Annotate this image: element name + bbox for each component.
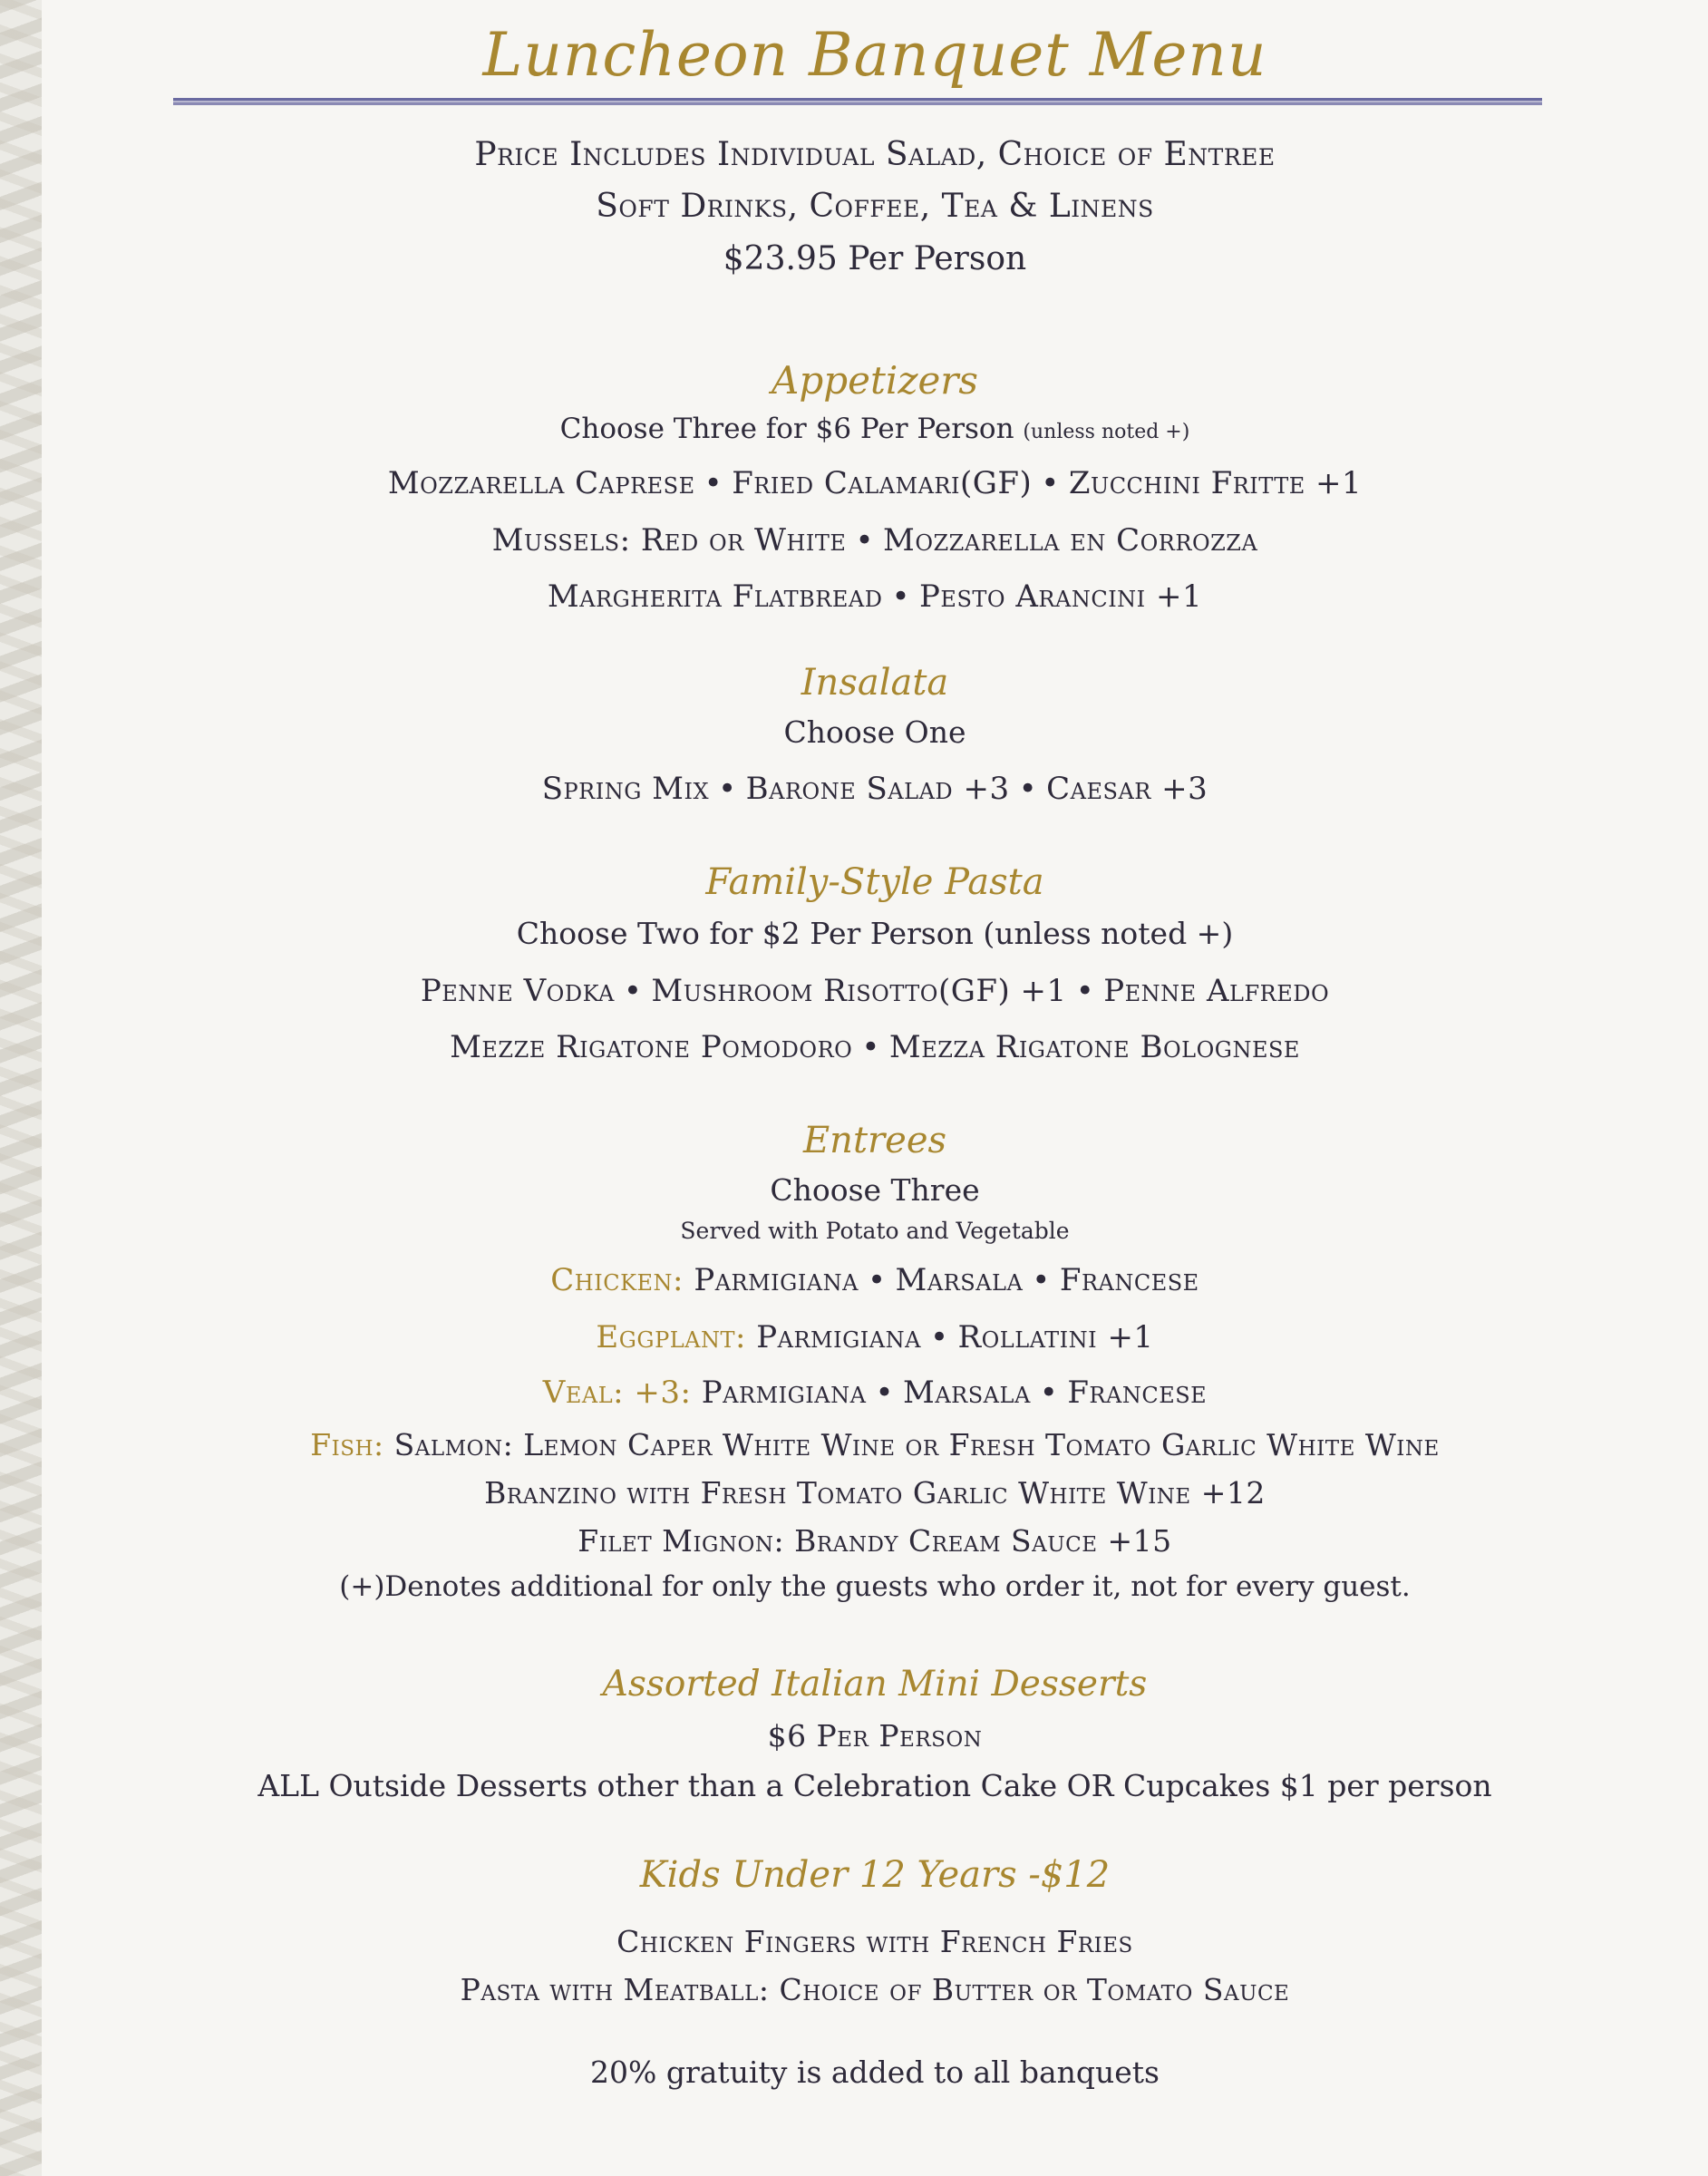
entrees-chicken-row (42, 1262, 1708, 1298)
kids-item-1: Chicken Fingers with French Fries (616, 1924, 1133, 1959)
separator-dot: • (861, 1029, 880, 1065)
menu-item: Parmigiana (756, 1319, 921, 1355)
pasta-note: Choose Two for $2 Per Person (unless noted +) (516, 916, 1234, 951)
menu-item: Parmigiana (694, 1262, 859, 1298)
gratuity-note: 20% gratuity is added to all banquets (590, 2055, 1160, 2090)
title-divider (173, 98, 1542, 105)
separator-dot: • (1041, 465, 1060, 501)
entrees-eggplant-row (42, 1319, 1708, 1355)
entrees-branzino-row: Branzino with Fresh Tomato Garlic White Wine +12 (484, 1475, 1266, 1511)
appetizers-row-1 (42, 465, 1708, 501)
insalata-note: Choose One (783, 714, 966, 750)
entrees-footnote: (+)Denotes additional for only the guests who order it, not for every guest. (339, 1570, 1411, 1603)
pasta-row-1 (42, 973, 1708, 1009)
appetizers-heading: Appetizers (772, 358, 978, 403)
kids-heading: Kids Under 12 Years -$12 (639, 1854, 1111, 1896)
separator-dot: • (929, 1319, 949, 1355)
separator-dot: • (1039, 1375, 1059, 1411)
menu-page (42, 0, 1708, 2176)
appetizers-note-small: (unless noted +) (1023, 421, 1190, 443)
appetizers-row-3 (42, 578, 1708, 615)
menu-item: Pesto Arancini +1 (919, 578, 1203, 615)
menu-item: Penne Alfredo (1103, 973, 1330, 1009)
insalata-heading: Insalata (801, 662, 949, 704)
menu-item: Barone Salad +3 (745, 771, 1010, 807)
separator-dot: • (1075, 973, 1095, 1009)
appetizers-note-main: Choose Three for $6 Per Person (559, 413, 1014, 445)
insalata-row (42, 771, 1708, 807)
menu-item: Mezze Rigatone Pomodoro (450, 1029, 853, 1065)
entrees-fish-row (42, 1427, 1708, 1462)
menu-item: Marsala (903, 1375, 1031, 1411)
eggplant-label: Eggplant: (596, 1319, 746, 1355)
menu-item: Mozzarella Caprese (387, 465, 695, 501)
kids-item-2: Pasta with Meatball: Choice of Butter or Tomato Sauce (460, 1972, 1290, 2007)
separator-dot: • (891, 578, 911, 615)
entrees-subnote: Served with Potato and Vegetable (680, 1218, 1070, 1244)
menu-item: Mushroom Risotto(GF) +1 (651, 973, 1067, 1009)
separator-dot: • (623, 973, 643, 1009)
desserts-heading: Assorted Italian Mini Desserts (602, 1664, 1148, 1705)
menu-title: Luncheon Banquet Menu (482, 20, 1267, 90)
fish-label: Fish: (310, 1427, 384, 1462)
menu-item: Mussels: Red or White (491, 522, 847, 559)
menu-item: Marsala (895, 1262, 1024, 1298)
menu-item: Rollatini +1 (957, 1319, 1154, 1355)
separator-dot: • (704, 465, 723, 501)
menu-item: Salmon: Lemon Caper White Wine or Fresh Tomato Garlic White Wine (393, 1427, 1440, 1462)
menu-item: Mezza Rigatone Bolognese (888, 1029, 1300, 1065)
decorative-border-pattern (0, 0, 42, 2176)
veal-label: Veal: +3: (542, 1375, 692, 1411)
pasta-heading: Family-Style Pasta (705, 861, 1044, 903)
separator-dot: • (1018, 771, 1038, 807)
menu-item: Spring Mix (541, 771, 710, 807)
menu-item: Francese (1059, 1262, 1199, 1298)
intro-price: $23.95 Per Person (723, 240, 1027, 277)
separator-dot: • (1032, 1262, 1051, 1298)
menu-item: Francese (1067, 1375, 1208, 1411)
separator-dot: • (867, 1262, 887, 1298)
menu-item: Penne Vodka (420, 973, 615, 1009)
entrees-note: Choose Three (770, 1172, 980, 1208)
menu-item: Fried Calamari(GF) (732, 465, 1033, 501)
desserts-price: $6 Per Person (767, 1718, 983, 1753)
menu-item: Parmigiana (701, 1375, 867, 1411)
separator-dot: • (855, 522, 875, 559)
pasta-row-2 (42, 1029, 1708, 1065)
menu-item: Zucchini Fritte +1 (1068, 465, 1363, 501)
entrees-veal-row (42, 1375, 1708, 1411)
appetizers-row-2 (42, 522, 1708, 559)
separator-dot: • (718, 771, 737, 807)
intro-line-2: Soft Drinks, Coffee, Tea & Linens (596, 188, 1154, 225)
separator-dot: • (875, 1375, 895, 1411)
intro-line-1: Price Includes Individual Salad, Choice of Entree (474, 136, 1276, 173)
menu-item: Caesar +3 (1046, 771, 1208, 807)
entrees-heading: Entrees (802, 1120, 947, 1161)
menu-item: Margherita Flatbread (547, 578, 883, 615)
chicken-label: Chicken: (550, 1262, 684, 1298)
menu-item: Mozzarella en Corrozza (883, 522, 1258, 559)
appetizers-note (42, 413, 1708, 445)
desserts-note: ALL Outside Desserts other than a Celebration Cake OR Cupcakes $1 per person (257, 1768, 1492, 1803)
entrees-filet-row: Filet Mignon: Brandy Cream Sauce +15 (577, 1523, 1172, 1559)
